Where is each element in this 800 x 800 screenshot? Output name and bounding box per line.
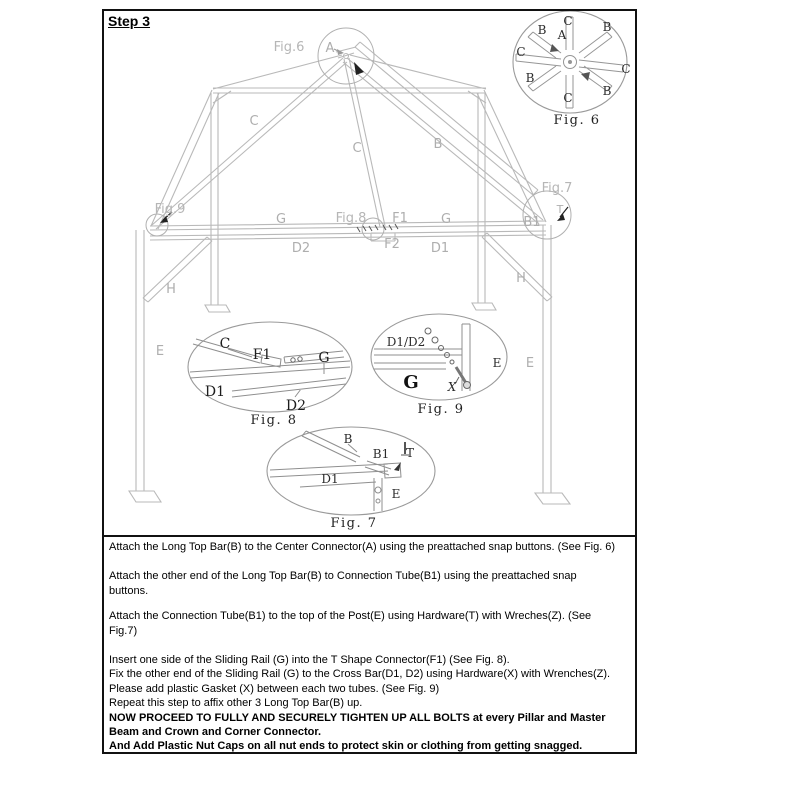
instruction-paragraph — [109, 653, 635, 667]
diagram-label: D1 — [430, 241, 450, 256]
diagram-label: H — [166, 282, 176, 297]
diagram-label: C — [352, 141, 362, 156]
instruction-paragraph — [109, 682, 635, 696]
fig9-detail-ellipse — [371, 314, 507, 400]
figure-9-detail — [371, 314, 507, 400]
instruction-paragraph-warning — [109, 711, 635, 740]
instruction-paragraph — [109, 540, 635, 554]
fig9-bolt-head — [464, 382, 471, 389]
apex-arrow-icon — [354, 62, 364, 75]
diagram-label: D1 — [321, 472, 339, 486]
diagram-label: F2 — [384, 237, 400, 252]
instructions-section — [104, 535, 635, 752]
instruction-paragraph — [109, 569, 635, 598]
diagram-label: E — [155, 344, 165, 359]
diagram-label: Fig. 7 — [330, 516, 378, 531]
frame-corner-braces — [143, 233, 552, 302]
diagram-label: B — [343, 432, 353, 446]
instruction-line: Fig.7) — [109, 624, 138, 637]
instruction-line: Attach the other end of the Long Top Bar(B) to Connection Tube(B1) using the preattached snap — [109, 570, 577, 583]
instruction-line: Beam and Crown and Corner Connector. — [109, 726, 322, 739]
diagram-label: C — [563, 91, 573, 105]
diagram-label: F1 — [252, 347, 272, 363]
diagram-label: C — [219, 336, 231, 352]
instruction-line: Please add plastic Gasket (X) between each two tubes. (See Fig. 9) — [109, 682, 440, 695]
diagram-label: G — [403, 372, 419, 393]
instruction-line: And Add Plastic Nut Caps on all nut ends to protect skin or clothing from getting snagged. — [109, 740, 583, 753]
fig9-callout-circle — [146, 214, 168, 236]
diagram-label: C — [563, 14, 573, 28]
diagram-label: T — [556, 203, 564, 216]
diagram-label: D2 — [285, 398, 307, 414]
diagram-label: Fig.9 — [154, 202, 186, 217]
diagram-label: Fig.6 — [273, 40, 305, 55]
diagram-label: B — [525, 71, 535, 85]
diagram-label: C — [249, 114, 259, 129]
step-title: Step 3 — [108, 13, 151, 29]
instruction-line: Attach the Connection Tube(B1) to the top of the Post(E) using Hardware(T) with Wreches(Z). (See — [109, 610, 592, 623]
diagram-label: G — [440, 212, 452, 227]
diagram-label: A — [557, 28, 567, 42]
diagram-label: C — [516, 45, 526, 59]
instruction-line: NOW PROCEED TO FULLY AND SECURELY TIGHTEN UP ALL BOLTS at every Pillar and Master — [109, 711, 606, 724]
diagram-label: B — [602, 20, 612, 34]
diagram-label: Fig. 9 — [417, 402, 465, 417]
diagram-label: G — [318, 350, 330, 366]
diagram-label: B — [433, 137, 443, 152]
instruction-paragraph — [109, 667, 635, 681]
diagram-label: D1 — [204, 384, 226, 400]
instruction-line: Fix the other end of the Sliding Rail (G) to the Cross Bar(D1, D2) using Hardware(X) with Wrenches(Z). — [109, 668, 611, 681]
callout-rings — [146, 28, 571, 240]
diagram-label: D1/D2 — [386, 335, 426, 349]
diagram-label: A — [325, 41, 335, 56]
page-border-box — [102, 9, 637, 754]
diagram-label: E — [492, 356, 502, 370]
diagram-label: Fig. 8 — [250, 413, 298, 428]
diagram-label: Fig. 6 — [553, 113, 601, 128]
instruction-line: buttons. — [109, 584, 149, 597]
diagram-label: C — [621, 62, 631, 76]
frame-roof-lines — [151, 42, 546, 229]
diagram-label: B1 — [523, 215, 541, 230]
diagram-label: Fig.7 — [541, 181, 573, 196]
instruction-paragraph-warning — [109, 739, 635, 753]
diagram-label: G — [275, 212, 287, 227]
diagram-label: T — [405, 446, 415, 460]
diagram-label: E — [525, 356, 535, 371]
fig6-center-dot — [568, 60, 572, 64]
diagram-label: H — [516, 271, 526, 286]
instruction-line: Attach the Long Top Bar(B) to the Center Connector(A) using the preattached snap buttons. (See Fig. 6) — [109, 541, 616, 553]
diagram-label: X — [447, 380, 457, 394]
instruction-line: Repeat this step to affix other 3 Long Top Bar(B) up. — [109, 697, 363, 710]
diagram-label: F1 — [392, 211, 408, 226]
diagram-label: D2 — [291, 241, 311, 256]
diagram-label: B — [537, 23, 547, 37]
diagram-label: B — [602, 84, 612, 98]
diagram-label: B1 — [372, 447, 390, 461]
instruction-paragraph — [109, 609, 635, 638]
diagram-label: Fig.8 — [335, 211, 367, 226]
diagram-label: E — [391, 487, 401, 501]
instruction-line: Insert one side of the Sliding Rail (G) into the T Shape Connector(F1) (See Fig. 8). — [109, 654, 510, 667]
instruction-paragraph — [109, 696, 635, 710]
